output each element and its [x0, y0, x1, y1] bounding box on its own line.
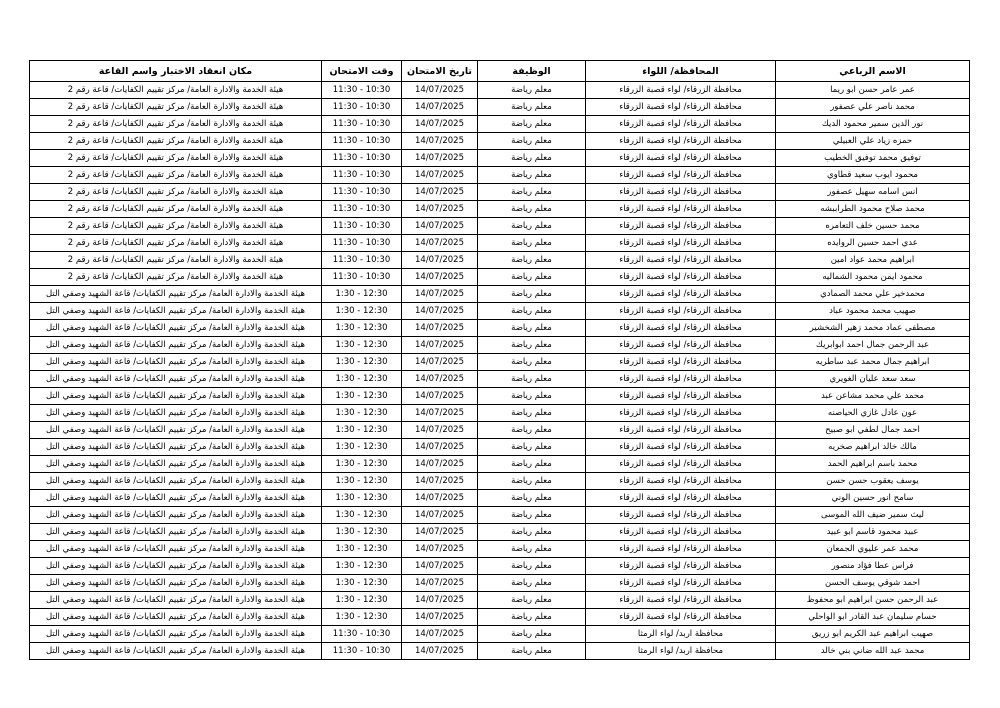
cell-governorate: محافظة الزرقاء/ لواء قصبة الزرقاء	[586, 354, 776, 371]
cell-time: 12:30 - 1:30	[322, 439, 402, 456]
table-row	[30, 609, 970, 626]
cell-date: 14/07/2025	[402, 643, 478, 660]
cell-time: 10:30 - 11:30	[322, 184, 402, 201]
cell-time: 10:30 - 11:30	[322, 150, 402, 167]
cell-governorate: محافظة الزرقاء/ لواء قصبة الزرقاء	[586, 592, 776, 609]
cell-venue: هيئة الخدمة والادارة العامة/ مركز تقييم الكفايات/ قاعة الشهيد وصفي التل	[30, 626, 322, 643]
cell-name: فراس عطا فؤاد منصور	[776, 558, 970, 575]
cell-date: 14/07/2025	[402, 286, 478, 303]
table-body	[30, 82, 970, 660]
cell-date: 14/07/2025	[402, 490, 478, 507]
cell-governorate: محافظة الزرقاء/ لواء قصبة الزرقاء	[586, 388, 776, 405]
cell-name: حمزه زياد علي العبيلي	[776, 133, 970, 150]
cell-time: 12:30 - 1:30	[322, 303, 402, 320]
cell-name: سامح انور حسين الوني	[776, 490, 970, 507]
cell-date: 14/07/2025	[402, 82, 478, 99]
table-row	[30, 201, 970, 218]
cell-venue: هيئة الخدمة والادارة العامة/ مركز تقييم الكفايات/ قاعة الشهيد وصفي التل	[30, 490, 322, 507]
cell-date: 14/07/2025	[402, 609, 478, 626]
cell-time: 12:30 - 1:30	[322, 388, 402, 405]
cell-job: معلم رياضة	[478, 439, 586, 456]
table-row	[30, 558, 970, 575]
cell-job: معلم رياضة	[478, 507, 586, 524]
cell-job: معلم رياضة	[478, 201, 586, 218]
cell-time: 10:30 - 11:30	[322, 269, 402, 286]
table-row	[30, 473, 970, 490]
cell-venue: هيئة الخدمة والادارة العامة/ مركز تقييم الكفايات/ قاعة رقم 2	[30, 201, 322, 218]
cell-governorate: محافظة الزرقاء/ لواء قصبة الزرقاء	[586, 320, 776, 337]
cell-date: 14/07/2025	[402, 592, 478, 609]
cell-name: ابراهيم محمد عواد امين	[776, 252, 970, 269]
cell-job: معلم رياضة	[478, 405, 586, 422]
cell-time: 10:30 - 11:30	[322, 235, 402, 252]
table-row	[30, 592, 970, 609]
cell-venue: هيئة الخدمة والادارة العامة/ مركز تقييم الكفايات/ قاعة رقم 2	[30, 235, 322, 252]
cell-governorate: محافظة الزرقاء/ لواء قصبة الزرقاء	[586, 524, 776, 541]
cell-governorate: محافظة الزرقاء/ لواء قصبة الزرقاء	[586, 575, 776, 592]
cell-name: مصطفى عماد محمد زهير الشخشير	[776, 320, 970, 337]
cell-venue: هيئة الخدمة والادارة العامة/ مركز تقييم الكفايات/ قاعة رقم 2	[30, 133, 322, 150]
cell-date: 14/07/2025	[402, 354, 478, 371]
table-row	[30, 269, 970, 286]
cell-date: 14/07/2025	[402, 456, 478, 473]
cell-venue: هيئة الخدمة والادارة العامة/ مركز تقييم الكفايات/ قاعة الشهيد وصفي التل	[30, 592, 322, 609]
cell-governorate: محافظة الزرقاء/ لواء قصبة الزرقاء	[586, 218, 776, 235]
cell-time: 12:30 - 1:30	[322, 541, 402, 558]
cell-time: 12:30 - 1:30	[322, 337, 402, 354]
cell-governorate: محافظة الزرقاء/ لواء قصبة الزرقاء	[586, 82, 776, 99]
cell-date: 14/07/2025	[402, 371, 478, 388]
table-row	[30, 541, 970, 558]
cell-date: 14/07/2025	[402, 116, 478, 133]
cell-time: 10:30 - 11:30	[322, 252, 402, 269]
cell-job: معلم رياضة	[478, 473, 586, 490]
cell-date: 14/07/2025	[402, 235, 478, 252]
cell-date: 14/07/2025	[402, 507, 478, 524]
cell-governorate: محافظة الزرقاء/ لواء قصبة الزرقاء	[586, 490, 776, 507]
cell-venue: هيئة الخدمة والادارة العامة/ مركز تقييم الكفايات/ قاعة الشهيد وصفي التل	[30, 507, 322, 524]
cell-venue: هيئة الخدمة والادارة العامة/ مركز تقييم الكفايات/ قاعة الشهيد وصفي التل	[30, 337, 322, 354]
cell-job: معلم رياضة	[478, 218, 586, 235]
cell-name: محمد حسين خلف التعامره	[776, 218, 970, 235]
cell-venue: هيئة الخدمة والادارة العامة/ مركز تقييم الكفايات/ قاعة الشهيد وصفي التل	[30, 456, 322, 473]
table-row	[30, 133, 970, 150]
cell-governorate: محافظة الزرقاء/ لواء قصبة الزرقاء	[586, 371, 776, 388]
cell-time: 10:30 - 11:30	[322, 116, 402, 133]
cell-time: 12:30 - 1:30	[322, 473, 402, 490]
cell-date: 14/07/2025	[402, 388, 478, 405]
table-row	[30, 524, 970, 541]
cell-time: 10:30 - 11:30	[322, 218, 402, 235]
cell-name: احمد شوقي يوسف الحسن	[776, 575, 970, 592]
cell-governorate: محافظة الزرقاء/ لواء قصبة الزرقاء	[586, 286, 776, 303]
cell-venue: هيئة الخدمة والادارة العامة/ مركز تقييم الكفايات/ قاعة الشهيد وصفي التل	[30, 524, 322, 541]
cell-venue: هيئة الخدمة والادارة العامة/ مركز تقييم الكفايات/ قاعة الشهيد وصفي التل	[30, 643, 322, 660]
cell-governorate: محافظة الزرقاء/ لواء قصبة الزرقاء	[586, 184, 776, 201]
cell-date: 14/07/2025	[402, 320, 478, 337]
cell-date: 14/07/2025	[402, 422, 478, 439]
cell-job: معلم رياضة	[478, 82, 586, 99]
cell-name: ليث سمير ضيف الله الموسى	[776, 507, 970, 524]
cell-venue: هيئة الخدمة والادارة العامة/ مركز تقييم الكفايات/ قاعة رقم 2	[30, 82, 322, 99]
table-row	[30, 507, 970, 524]
cell-date: 14/07/2025	[402, 337, 478, 354]
cell-date: 14/07/2025	[402, 575, 478, 592]
table-row	[30, 490, 970, 507]
cell-name: احمد جمال لطفي ابو صبيح	[776, 422, 970, 439]
cell-date: 14/07/2025	[402, 626, 478, 643]
cell-governorate: محافظة الزرقاء/ لواء قصبة الزرقاء	[586, 337, 776, 354]
cell-date: 14/07/2025	[402, 99, 478, 116]
cell-governorate: محافظة الزرقاء/ لواء قصبة الزرقاء	[586, 405, 776, 422]
table-row	[30, 405, 970, 422]
cell-date: 14/07/2025	[402, 133, 478, 150]
cell-job: معلم رياضة	[478, 235, 586, 252]
cell-name: محمد ناصر علي عصفور	[776, 99, 970, 116]
cell-governorate: محافظة اربد/ لواء الرمثا	[586, 626, 776, 643]
cell-job: معلم رياضة	[478, 558, 586, 575]
cell-governorate: محافظة الزرقاء/ لواء قصبة الزرقاء	[586, 541, 776, 558]
cell-date: 14/07/2025	[402, 201, 478, 218]
table-row	[30, 320, 970, 337]
cell-governorate: محافظة الزرقاء/ لواء قصبة الزرقاء	[586, 235, 776, 252]
cell-time: 10:30 - 11:30	[322, 201, 402, 218]
cell-date: 14/07/2025	[402, 150, 478, 167]
table-row	[30, 303, 970, 320]
table-row	[30, 626, 970, 643]
cell-name: حسام سليمان عبد القادر ابو الواحلي	[776, 609, 970, 626]
table-row	[30, 371, 970, 388]
cell-governorate: محافظة الزرقاء/ لواء قصبة الزرقاء	[586, 422, 776, 439]
cell-venue: هيئة الخدمة والادارة العامة/ مركز تقييم الكفايات/ قاعة الشهيد وصفي التل	[30, 473, 322, 490]
cell-governorate: محافظة اربد/ لواء الرمثا	[586, 643, 776, 660]
cell-time: 12:30 - 1:30	[322, 456, 402, 473]
cell-time: 10:30 - 11:30	[322, 643, 402, 660]
cell-name: مالك خالد ابراهيم صخريه	[776, 439, 970, 456]
table-row	[30, 116, 970, 133]
table-row	[30, 218, 970, 235]
table-row	[30, 252, 970, 269]
cell-name: محمود ايمن محمود الشماليه	[776, 269, 970, 286]
cell-governorate: محافظة الزرقاء/ لواء قصبة الزرقاء	[586, 609, 776, 626]
cell-job: معلم رياضة	[478, 252, 586, 269]
cell-job: معلم رياضة	[478, 388, 586, 405]
table-row	[30, 99, 970, 116]
cell-venue: هيئة الخدمة والادارة العامة/ مركز تقييم الكفايات/ قاعة رقم 2	[30, 99, 322, 116]
cell-governorate: محافظة الزرقاء/ لواء قصبة الزرقاء	[586, 99, 776, 116]
cell-name: انس اسامه سهيل عصفور	[776, 184, 970, 201]
cell-job: معلم رياضة	[478, 269, 586, 286]
cell-job: معلم رياضة	[478, 167, 586, 184]
cell-venue: هيئة الخدمة والادارة العامة/ مركز تقييم الكفايات/ قاعة الشهيد وصفي التل	[30, 303, 322, 320]
cell-venue: هيئة الخدمة والادارة العامة/ مركز تقييم الكفايات/ قاعة الشهيد وصفي التل	[30, 558, 322, 575]
cell-name: عون عادل غازي الحياصنه	[776, 405, 970, 422]
table-row	[30, 184, 970, 201]
cell-job: معلم رياضة	[478, 320, 586, 337]
cell-job: معلم رياضة	[478, 592, 586, 609]
cell-name: نور الدين سمير محمود الديك	[776, 116, 970, 133]
table-row	[30, 167, 970, 184]
table-row	[30, 235, 970, 252]
cell-name: محمد باسم ابراهيم الحمد	[776, 456, 970, 473]
cell-name: يوسف يعقوب حسن حسن	[776, 473, 970, 490]
table-row	[30, 337, 970, 354]
cell-date: 14/07/2025	[402, 303, 478, 320]
cell-name: عبد الرحمن جمال احمد ابوابريك	[776, 337, 970, 354]
cell-date: 14/07/2025	[402, 167, 478, 184]
cell-name: صهيب ابراهيم عبد الكريم ابو زريق	[776, 626, 970, 643]
cell-venue: هيئة الخدمة والادارة العامة/ مركز تقييم الكفايات/ قاعة الشهيد وصفي التل	[30, 609, 322, 626]
cell-name: محمد عبد الله ضاني بني خالد	[776, 643, 970, 660]
cell-name: توفيق محمد توفيق الخطيب	[776, 150, 970, 167]
cell-job: معلم رياضة	[478, 150, 586, 167]
cell-date: 14/07/2025	[402, 218, 478, 235]
cell-venue: هيئة الخدمة والادارة العامة/ مركز تقييم الكفايات/ قاعة الشهيد وصفي التل	[30, 320, 322, 337]
cell-time: 12:30 - 1:30	[322, 422, 402, 439]
cell-venue: هيئة الخدمة والادارة العامة/ مركز تقييم الكفايات/ قاعة رقم 2	[30, 116, 322, 133]
table-row	[30, 82, 970, 99]
cell-job: معلم رياضة	[478, 116, 586, 133]
cell-job: معلم رياضة	[478, 99, 586, 116]
cell-date: 14/07/2025	[402, 269, 478, 286]
cell-governorate: محافظة الزرقاء/ لواء قصبة الزرقاء	[586, 456, 776, 473]
cell-venue: هيئة الخدمة والادارة العامة/ مركز تقييم الكفايات/ قاعة الشهيد وصفي التل	[30, 371, 322, 388]
cell-governorate: محافظة الزرقاء/ لواء قصبة الزرقاء	[586, 558, 776, 575]
cell-venue: هيئة الخدمة والادارة العامة/ مركز تقييم الكفايات/ قاعة رقم 2	[30, 167, 322, 184]
table-row	[30, 422, 970, 439]
column-header-venue: مكان انعقاد الاختبار واسم القاعة	[30, 61, 322, 82]
cell-venue: هيئة الخدمة والادارة العامة/ مركز تقييم الكفايات/ قاعة رقم 2	[30, 269, 322, 286]
cell-date: 14/07/2025	[402, 252, 478, 269]
cell-time: 10:30 - 11:30	[322, 626, 402, 643]
cell-time: 12:30 - 1:30	[322, 286, 402, 303]
cell-time: 12:30 - 1:30	[322, 490, 402, 507]
cell-time: 12:30 - 1:30	[322, 609, 402, 626]
cell-venue: هيئة الخدمة والادارة العامة/ مركز تقييم الكفايات/ قاعة الشهيد وصفي التل	[30, 422, 322, 439]
cell-job: معلم رياضة	[478, 643, 586, 660]
table-row	[30, 643, 970, 660]
cell-name: عدي احمد حسين الروايده	[776, 235, 970, 252]
cell-name: عمر عامر حسن ابو ريما	[776, 82, 970, 99]
column-header-governorate: المحافظة/ اللواء	[586, 61, 776, 82]
cell-governorate: محافظة الزرقاء/ لواء قصبة الزرقاء	[586, 303, 776, 320]
cell-job: معلم رياضة	[478, 456, 586, 473]
cell-time: 12:30 - 1:30	[322, 592, 402, 609]
cell-governorate: محافظة الزرقاء/ لواء قصبة الزرقاء	[586, 167, 776, 184]
table-row	[30, 150, 970, 167]
column-header-job: الوظيفة	[478, 61, 586, 82]
cell-job: معلم رياضة	[478, 133, 586, 150]
cell-time: 10:30 - 11:30	[322, 167, 402, 184]
cell-venue: هيئة الخدمة والادارة العامة/ مركز تقييم الكفايات/ قاعة الشهيد وصفي التل	[30, 439, 322, 456]
column-header-time: وقت الامتحان	[322, 61, 402, 82]
cell-date: 14/07/2025	[402, 524, 478, 541]
cell-job: معلم رياضة	[478, 524, 586, 541]
table-row	[30, 575, 970, 592]
cell-job: معلم رياضة	[478, 286, 586, 303]
cell-time: 12:30 - 1:30	[322, 320, 402, 337]
table-header-row	[30, 61, 970, 82]
cell-name: محمد علي محمد مشاعن عبد	[776, 388, 970, 405]
cell-time: 12:30 - 1:30	[322, 405, 402, 422]
cell-job: معلم رياضة	[478, 490, 586, 507]
cell-date: 14/07/2025	[402, 541, 478, 558]
cell-venue: هيئة الخدمة والادارة العامة/ مركز تقييم الكفايات/ قاعة الشهيد وصفي التل	[30, 388, 322, 405]
cell-job: معلم رياضة	[478, 303, 586, 320]
cell-venue: هيئة الخدمة والادارة العامة/ مركز تقييم الكفايات/ قاعة رقم 2	[30, 252, 322, 269]
cell-name: محمود ايوب سعيد قطاوي	[776, 167, 970, 184]
cell-job: معلم رياضة	[478, 371, 586, 388]
cell-governorate: محافظة الزرقاء/ لواء قصبة الزرقاء	[586, 439, 776, 456]
cell-name: ابراهيم جمال محمد عبد ساطريه	[776, 354, 970, 371]
table-row	[30, 388, 970, 405]
cell-name: سعد سعد عليان الغويري	[776, 371, 970, 388]
cell-date: 14/07/2025	[402, 405, 478, 422]
table-row	[30, 354, 970, 371]
cell-time: 12:30 - 1:30	[322, 524, 402, 541]
cell-date: 14/07/2025	[402, 473, 478, 490]
cell-venue: هيئة الخدمة والادارة العامة/ مركز تقييم الكفايات/ قاعة الشهيد وصفي التل	[30, 541, 322, 558]
exam-schedule-table-container	[30, 60, 970, 660]
cell-governorate: محافظة الزرقاء/ لواء قصبة الزرقاء	[586, 473, 776, 490]
table-row	[30, 286, 970, 303]
table-header	[30, 61, 970, 82]
column-header-date: تاريخ الامتحان	[402, 61, 478, 82]
cell-venue: هيئة الخدمة والادارة العامة/ مركز تقييم الكفايات/ قاعة الشهيد وصفي التل	[30, 286, 322, 303]
cell-time: 10:30 - 11:30	[322, 133, 402, 150]
cell-name: عبيد محمود قاسم ابو عبيد	[776, 524, 970, 541]
cell-job: معلم رياضة	[478, 422, 586, 439]
cell-time: 12:30 - 1:30	[322, 575, 402, 592]
table-row	[30, 439, 970, 456]
cell-name: عبد الرحمن حسن ابراهيم ابو محفوظ	[776, 592, 970, 609]
cell-time: 12:30 - 1:30	[322, 507, 402, 524]
cell-venue: هيئة الخدمة والادارة العامة/ مركز تقييم الكفايات/ قاعة الشهيد وصفي التل	[30, 354, 322, 371]
cell-venue: هيئة الخدمة والادارة العامة/ مركز تقييم الكفايات/ قاعة رقم 2	[30, 184, 322, 201]
cell-job: معلم رياضة	[478, 354, 586, 371]
cell-time: 12:30 - 1:30	[322, 371, 402, 388]
cell-date: 14/07/2025	[402, 439, 478, 456]
exam-schedule-table	[29, 60, 970, 660]
cell-date: 14/07/2025	[402, 184, 478, 201]
cell-name: محمد عمر عليوي الجمعان	[776, 541, 970, 558]
cell-time: 12:30 - 1:30	[322, 354, 402, 371]
cell-job: معلم رياضة	[478, 337, 586, 354]
cell-venue: هيئة الخدمة والادارة العامة/ مركز تقييم الكفايات/ قاعة رقم 2	[30, 218, 322, 235]
cell-job: معلم رياضة	[478, 541, 586, 558]
cell-venue: هيئة الخدمة والادارة العامة/ مركز تقييم الكفايات/ قاعة رقم 2	[30, 150, 322, 167]
column-header-name: الاسم الرباعي	[776, 61, 970, 82]
cell-job: معلم رياضة	[478, 626, 586, 643]
cell-time: 12:30 - 1:30	[322, 558, 402, 575]
cell-time: 10:30 - 11:30	[322, 99, 402, 116]
cell-governorate: محافظة الزرقاء/ لواء قصبة الزرقاء	[586, 133, 776, 150]
cell-name: محمد صلاح محمود الطراببشه	[776, 201, 970, 218]
cell-time: 10:30 - 11:30	[322, 82, 402, 99]
cell-job: معلم رياضة	[478, 575, 586, 592]
cell-name: محمدخير علي محمد الصمادي	[776, 286, 970, 303]
cell-governorate: محافظة الزرقاء/ لواء قصبة الزرقاء	[586, 150, 776, 167]
cell-governorate: محافظة الزرقاء/ لواء قصبة الزرقاء	[586, 269, 776, 286]
cell-governorate: محافظة الزرقاء/ لواء قصبة الزرقاء	[586, 252, 776, 269]
table-row	[30, 456, 970, 473]
cell-name: صهيب محمد محمود عباد	[776, 303, 970, 320]
cell-venue: هيئة الخدمة والادارة العامة/ مركز تقييم الكفايات/ قاعة الشهيد وصفي التل	[30, 405, 322, 422]
cell-job: معلم رياضة	[478, 184, 586, 201]
cell-governorate: محافظة الزرقاء/ لواء قصبة الزرقاء	[586, 507, 776, 524]
cell-governorate: محافظة الزرقاء/ لواء قصبة الزرقاء	[586, 116, 776, 133]
cell-job: معلم رياضة	[478, 609, 586, 626]
cell-date: 14/07/2025	[402, 558, 478, 575]
cell-venue: هيئة الخدمة والادارة العامة/ مركز تقييم الكفايات/ قاعة الشهيد وصفي التل	[30, 575, 322, 592]
cell-governorate: محافظة الزرقاء/ لواء قصبة الزرقاء	[586, 201, 776, 218]
